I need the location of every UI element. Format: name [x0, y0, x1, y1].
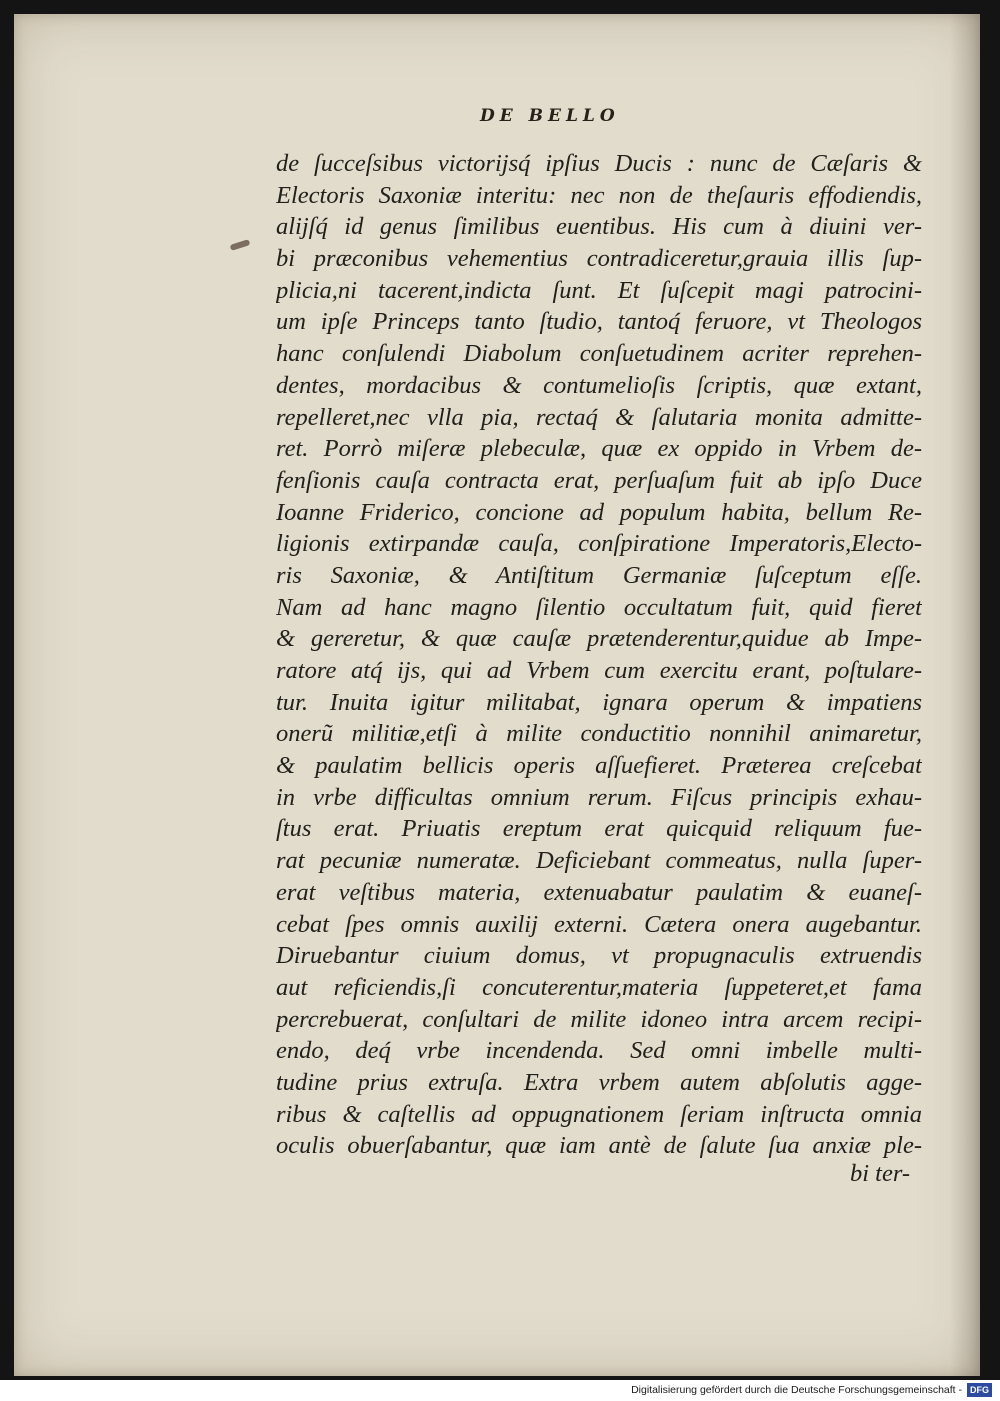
text-line: onerũ militiæ,etſi à milite conductitio nonnihil animaretur, [276, 720, 922, 748]
text-line: ratore atq́ ijs, qui ad Vrbem cum exercitu erant, poſtulare- [276, 657, 922, 684]
text-line: in vrbe difficultas omnium rerum. Fiſcus principis exhau- [276, 783, 922, 811]
catchword: bi ter- [850, 1160, 911, 1187]
text-line: Diruebantur ciuium domus, vt propugnaculis extruendis [276, 942, 922, 970]
text-line: Electoris Saxoniæ interitu: nec non de theſauris effodiendis, [276, 181, 922, 209]
text-block [276, 148, 922, 1162]
text-line: de ſucceſsibus victorijsq́ ipſius Ducis : nunc de Cæſaris & [276, 150, 922, 177]
text-line: oculis obuerſabantur, quæ iam antè de ſalute ſua anxiæ ple- [276, 1132, 922, 1160]
text-line: & paulatim bellicis operis aſſuefieret. Præterea creſcebat [276, 752, 922, 780]
text-line: plicia,ni tacerent,indicta ſunt. Et ſuſcepit magi patrocini- [276, 276, 922, 304]
text-line: cebat ſpes omnis auxilij externi. Cætera onera augebantur. [276, 910, 922, 938]
text-line: erat veſtibus materia, extenuabatur paulatim & euaneſ- [276, 878, 922, 906]
footer-credit: Digitalisierung gefördert durch die Deutsche Forschungsgemeinschaft - [631, 1384, 962, 1396]
text-line: repelleret,nec vlla pia, rectaq́ & ſalutaria monita admitte- [276, 403, 922, 431]
text-line: dentes, mordacibus & contumelioſis ſcriptis, quæ extant, [276, 371, 922, 399]
text-line: ligionis extirpandæ cauſa, conſpiratione Imperatoris,Electo- [276, 530, 922, 558]
text-line: endo, deq́ vrbe incendenda. Sed omni imbelle multi- [276, 1037, 922, 1065]
text-line: Ioanne Friderico, concione ad populum habita, bellum Re- [276, 498, 922, 526]
text-line: percrebuerat, conſultari de milite idoneo intra arcem recipi- [276, 1005, 922, 1033]
margin-ink-mark [230, 239, 251, 251]
dfg-logo-icon[interactable]: DFG [967, 1383, 992, 1397]
text-line: Nam ad hanc magno ſilentio occultatum fuit, quid fieret [276, 593, 922, 621]
text-line: alijſq́ id genus ſimilibus euentibus. His cum à diuini ver- [276, 213, 922, 241]
text-line: aut reficiendis,ſi concuterentur,materia ſuppeteret,et fama [276, 973, 922, 1001]
text-line: rat pecuniæ numeratæ. Deficiebant commeatus, nulla ſuper- [276, 847, 922, 875]
text-line: fenſionis cauſa contracta erat, perſuaſum fuit ab ipſo Duce [276, 466, 922, 494]
text-line: hanc conſulendi Diabolum conſuetudinem acriter reprehen- [276, 340, 922, 368]
text-line: tur. Inuita igitur militabat, ignara operum & impatiens [276, 688, 922, 716]
text-line: tudine prius extruſa. Extra vrbem autem abſolutis agge- [276, 1068, 922, 1096]
text-line: ribus & caſtellis ad oppugnationem ſeriam inſtructa omnia [276, 1100, 922, 1128]
text-line: & gereretur, & quæ cauſæ prætenderentur,quidue ab Impe- [276, 625, 922, 653]
text-line: bi præconibus vehementius contradiceretur,grauia illis ſup- [276, 245, 922, 273]
running-head: DE BELLO [480, 106, 620, 126]
text-line: ris Saxoniæ, & Antiſtitum Germaniæ ſuſceptum eſſe. [276, 561, 922, 589]
text-line: ret. Porrò miſeræ plebeculæ, quæ ex oppido in Vrbem de- [276, 435, 922, 463]
footer-bar [0, 1380, 1000, 1401]
text-line: ſtus erat. Priuatis ereptum erat quicquid reliquum fue- [276, 815, 922, 843]
text-line: um ipſe Princeps tanto ſtudio, tantoq́ feruore, vt Theologos [276, 308, 922, 336]
